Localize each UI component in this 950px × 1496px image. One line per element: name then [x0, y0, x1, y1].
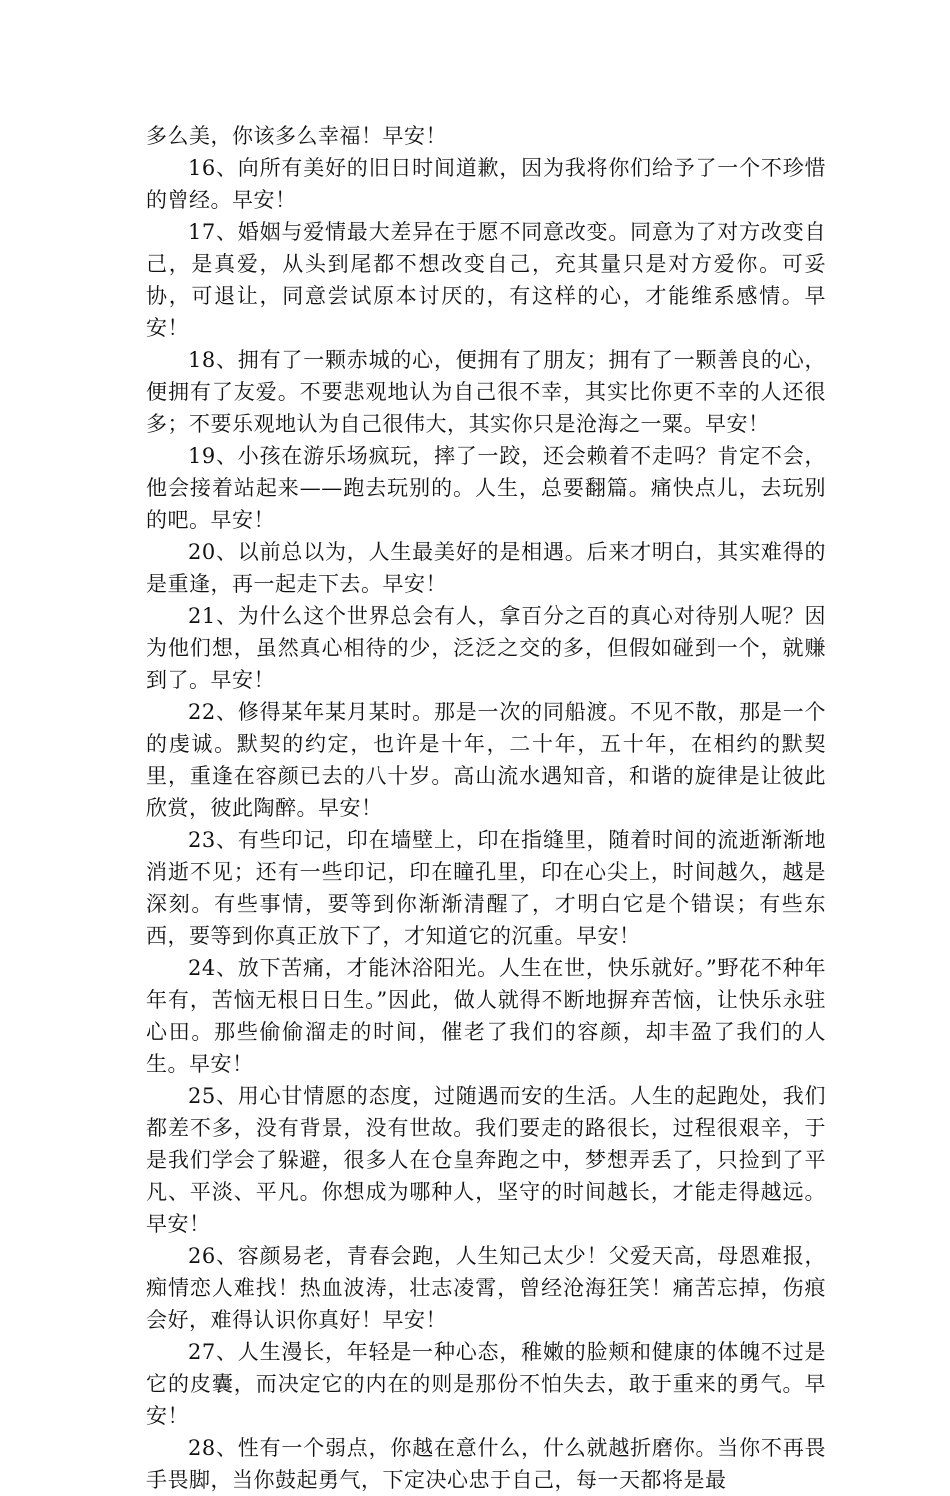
paragraph-25: 25、用心甘情愿的态度，过随遇而安的生活。人生的起跑处，我们都差不多，没有背景，没有世故。我们要走的路很长，过程很艰辛，于是我们学会了躲避，很多人在仓皇奔跑之中，梦想弄丢了，只捡到了平凡、平淡、平凡。你想成为哪种人，坚守的时间越长，才能走得越远。早安！	[146, 1084, 826, 1236]
paragraph-19: 19、小孩在游乐场疯玩，摔了一跤，还会赖着不走吗？肯定不会，他会接着站起来——跑去玩别的。人生，总要翻篇。痛快点儿，去玩别的吧。早安！	[146, 444, 826, 532]
paragraph-28: 28、性有一个弱点，你越在意什么，什么就越折磨你。当你不再畏手畏脚，当你鼓起勇气，下定决心忠于自己，每一天都将是最	[146, 1436, 826, 1492]
paragraph-27: 27、人生漫长，年轻是一种心态，稚嫩的脸颊和健康的体魄不过是它的皮囊，而决定它的内在的则是那份不怕失去，敢于重来的勇气。早安！	[146, 1340, 826, 1428]
paragraph-22: 22、修得某年某月某时。那是一次的同船渡。不见不散，那是一个的虔诚。默契的约定，也许是十年，二十年，五十年，在相约的默契里，重逢在容颜已去的八十岁。高山流水遇知音，和谐的旋律是让彼此欣赏，彼此陶醉。早安！	[146, 700, 826, 820]
paragraph-continuation: 多么美，你该多么幸福！早安！	[146, 124, 447, 148]
paragraph-16: 16、向所有美好的旧日时间道歉，因为我将你们给予了一个不珍惜的曾经。早安！	[146, 156, 826, 212]
paragraph-20: 20、以前总以为，人生最美好的是相遇。后来才明白，其实难得的是重逢，再一起走下去。早安！	[146, 540, 826, 596]
paragraph-23: 23、有些印记，印在墙壁上，印在指缝里，随着时间的流逝渐渐地消逝不见；还有一些印记，印在瞳孔里，印在心尖上，时间越久，越是深刻。有些事情，要等到你渐渐清醒了，才明白它是个错误；有些东西，要等到你真正放下了，才知道它的沉重。早安！	[146, 828, 826, 948]
paragraph-18: 18、拥有了一颗赤城的心，便拥有了朋友；拥有了一颗善良的心，便拥有了友爱。不要悲观地认为自己很不幸，其实比你更不幸的人还很多；不要乐观地认为自己很伟大，其实你只是沧海之一粟。早安！	[146, 348, 826, 436]
paragraph-24: 24、放下苦痛，才能沐浴阳光。人生在世，快乐就好。”野花不种年年有，苦恼无根日日生。”因此，做人就得不断地摒弃苦恼，让快乐永驻心田。那些偷偷溜走的时间，催老了我们的容颜，却丰盈了我们的人生。早安！	[146, 956, 826, 1076]
document-page	[146, 120, 826, 1496]
paragraph-21: 21、为什么这个世界总会有人，拿百分之百的真心对待别人呢？因为他们想，虽然真心相待的少，泛泛之交的多，但假如碰到一个，就赚到了。早安！	[146, 604, 826, 692]
paragraph-26: 26、容颜易老，青春会跑，人生知己太少！父爱天高，母恩难报，痴情恋人难找！热血波涛，壮志凌霄，曾经沧海狂笑！痛苦忘掉，伤痕会好，难得认识你真好！早安！	[146, 1244, 826, 1332]
paragraph-17: 17、婚姻与爱情最大差异在于愿不同意改变。同意为了对方改变自己，是真爱，从头到尾都不想改变自己，充其量只是对方爱你。可妥协，可退让，同意尝试原本讨厌的，有这样的心，才能维系感情。早安！	[146, 220, 826, 340]
